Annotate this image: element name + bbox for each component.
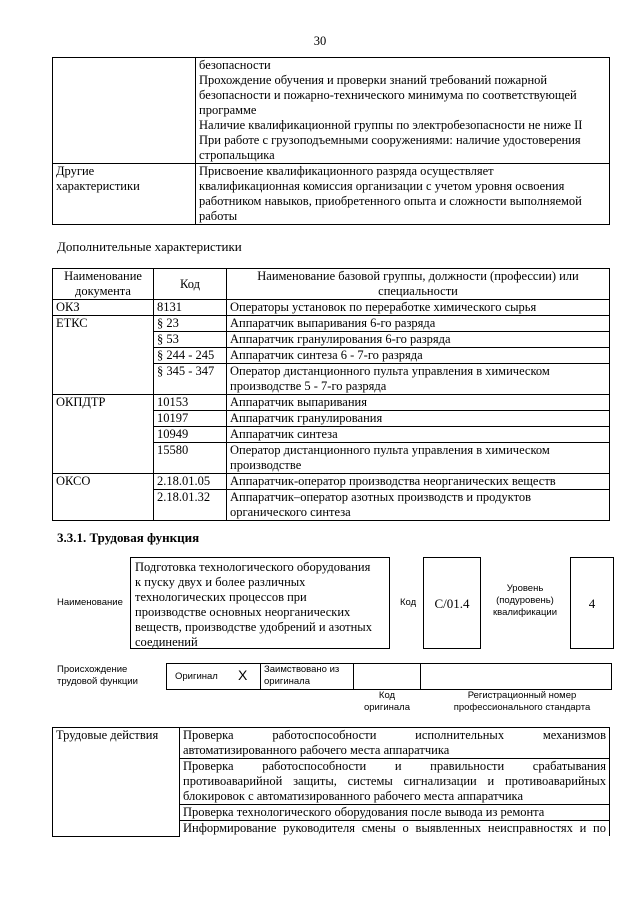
name-label: Наименование (57, 597, 123, 608)
function-code-box: С/01.4 (423, 557, 481, 649)
action-cell (180, 728, 610, 759)
code-cell: 2.18.01.32 (154, 490, 227, 521)
table-row (53, 58, 610, 164)
original-mark: X (238, 667, 248, 683)
text-line: трудовой функции (57, 676, 138, 687)
text-line: соединений (135, 635, 198, 649)
doc-cell: ОКЗ (53, 300, 154, 316)
code-cell: 8131 (154, 300, 227, 316)
origin-label (57, 664, 138, 688)
text-line: Присвоение квалификационного разряда осуществляет (199, 164, 494, 178)
divider (353, 663, 354, 690)
text-line: Проверка работоспособности исполнительных механизмов (183, 728, 606, 742)
text-line: Прохождение обучения и проверки знаний требований пожарной (199, 73, 548, 87)
text-line: производстве 5 - 7-го разряда (230, 379, 387, 393)
text-line: автоматизированного рабочего места аппаратчика (183, 743, 450, 757)
page-number: 30 (313, 34, 327, 48)
name-cell (227, 490, 610, 521)
code-cell: 2.18.01.05 (154, 474, 227, 490)
name-cell: Аппаратчик выпаривания 6-го разряда (227, 316, 610, 332)
table-cell (53, 58, 196, 164)
original-label: Оригинал (175, 671, 218, 682)
text-line: Аппаратчик–оператор азотных производств и продуктов (230, 490, 532, 504)
text-line: При работе с грузоподъемными сооружениями: наличие удостоверения (199, 133, 581, 147)
table-row (53, 300, 610, 316)
column-header (53, 269, 154, 300)
text-line: стропальщика (199, 148, 275, 162)
text-line: специальности (378, 284, 458, 298)
qualification-table (52, 57, 610, 225)
table-row (53, 316, 610, 332)
code-label: Код (400, 597, 417, 608)
text-line: Оператор дистанционного пульта управления в химическом (230, 364, 550, 378)
text-line: квалификации (492, 607, 558, 618)
table-cell (196, 58, 610, 164)
text-line: Проверка работоспособности и правильности срабатывания (183, 759, 606, 773)
section-caption: Дополнительные характеристики (57, 239, 242, 254)
text-line: производстве основных неорганических (135, 605, 351, 619)
divider (260, 663, 261, 690)
code-original-label (358, 690, 416, 714)
text-line: Код (378, 690, 396, 701)
table-row (53, 728, 610, 759)
text-line: квалификационная комиссия организации с учетом уровня освоения (199, 179, 565, 193)
column-header (227, 269, 610, 300)
text-line: блокировок с автоматизированного рабочего места аппаратчика (183, 789, 523, 803)
section-title: 3.3.1. Трудовая функция (57, 530, 200, 545)
doc-cell: ЕТКС (53, 316, 154, 395)
code-cell: § 244 - 245 (154, 348, 227, 364)
text-line: профессионального стандарта (453, 702, 591, 713)
name-cell: Аппаратчик гранулирования (227, 411, 610, 427)
labour-actions-table (52, 727, 610, 837)
code-cell: 10949 (154, 427, 227, 443)
text-line: противоаварийной защиты, системы сигнализации и противоаварийных (183, 774, 606, 788)
row-label (53, 164, 196, 225)
text-line: Оператор дистанционного пульта управления в химическом (230, 443, 550, 457)
text-line: Наименование базовой группы, должности (профессии) или (257, 269, 579, 283)
name-cell: Аппаратчик синтеза 6 - 7-го разряда (227, 348, 610, 364)
table-header-row (53, 269, 610, 300)
code-cell: 10153 (154, 395, 227, 411)
table-row (53, 164, 610, 225)
name-cell: Аппаратчик гранулирования 6-го разряда (227, 332, 610, 348)
text-line: оригинала (363, 702, 410, 713)
text-line: безопасности (199, 58, 271, 72)
text-line: Уровень (506, 583, 544, 594)
text-line: производстве (230, 458, 302, 472)
code-cell: § 345 - 347 (154, 364, 227, 395)
action-cell (180, 759, 610, 805)
text-line: безопасности и пожарно-технического минимума по соответствующей (199, 88, 577, 102)
text-line: работы (199, 209, 238, 223)
text-line: программе (199, 103, 257, 117)
text-line: Информирование руководителя смены о выявленных неисправностях и по (183, 821, 606, 835)
text-line: Наименование (64, 269, 142, 283)
text-line: технологических процессов при (135, 590, 307, 604)
table-cell (196, 164, 610, 225)
level-box: 4 (570, 557, 614, 649)
reg-number-label (432, 690, 612, 714)
action-cell (180, 821, 610, 837)
row-label: Трудовые действия (53, 728, 180, 837)
code-cell: 15580 (154, 443, 227, 474)
name-cell: Аппаратчик синтеза (227, 427, 610, 443)
text-line: к пуску двух и более различных (135, 575, 306, 589)
name-cell: Аппаратчик выпаривания (227, 395, 610, 411)
text-line: органического синтеза (230, 505, 351, 519)
doc-cell: ОКСО (53, 474, 154, 521)
text-line: работником навыков, приобретенного опыта и сложности выполняемой (199, 194, 582, 208)
text-line: Другие (56, 164, 95, 178)
code-cell: § 23 (154, 316, 227, 332)
text-line: Наличие квалификационной группы по электробезопасности не ниже II (199, 118, 583, 132)
text-line: веществ, производстве удобрений и азотных (135, 620, 372, 634)
text-line: Подготовка технологического оборудования (135, 560, 371, 574)
table-row (53, 474, 610, 490)
name-cell: Операторы установок по переработке химического сырья (227, 300, 610, 316)
origin-box (166, 663, 612, 690)
column-header: Код (154, 269, 227, 300)
doc-cell: ОКПДТР (53, 395, 154, 474)
level-label (486, 583, 564, 619)
code-cell: 10197 (154, 411, 227, 427)
text-line: Заимствовано из (264, 664, 340, 675)
text-line: характеристики (56, 179, 140, 193)
code-cell: § 53 (154, 332, 227, 348)
action-cell: Проверка технологического оборудования после вывода из ремонта (180, 805, 610, 821)
text-line: Происхождение (57, 664, 128, 675)
text-line: (подуровень) (496, 595, 554, 606)
name-cell (227, 443, 610, 474)
text-line: Регистрационный номер (467, 690, 577, 701)
text-line: оригинала (264, 676, 311, 687)
table-row (53, 395, 610, 411)
function-name-box (130, 557, 390, 649)
text-line: документа (75, 284, 131, 298)
borrowed-label (264, 664, 339, 688)
divider (420, 663, 421, 690)
name-cell: Аппаратчик-оператор производства неорганических веществ (227, 474, 610, 490)
additional-characteristics-table (52, 268, 610, 521)
name-cell (227, 364, 610, 395)
